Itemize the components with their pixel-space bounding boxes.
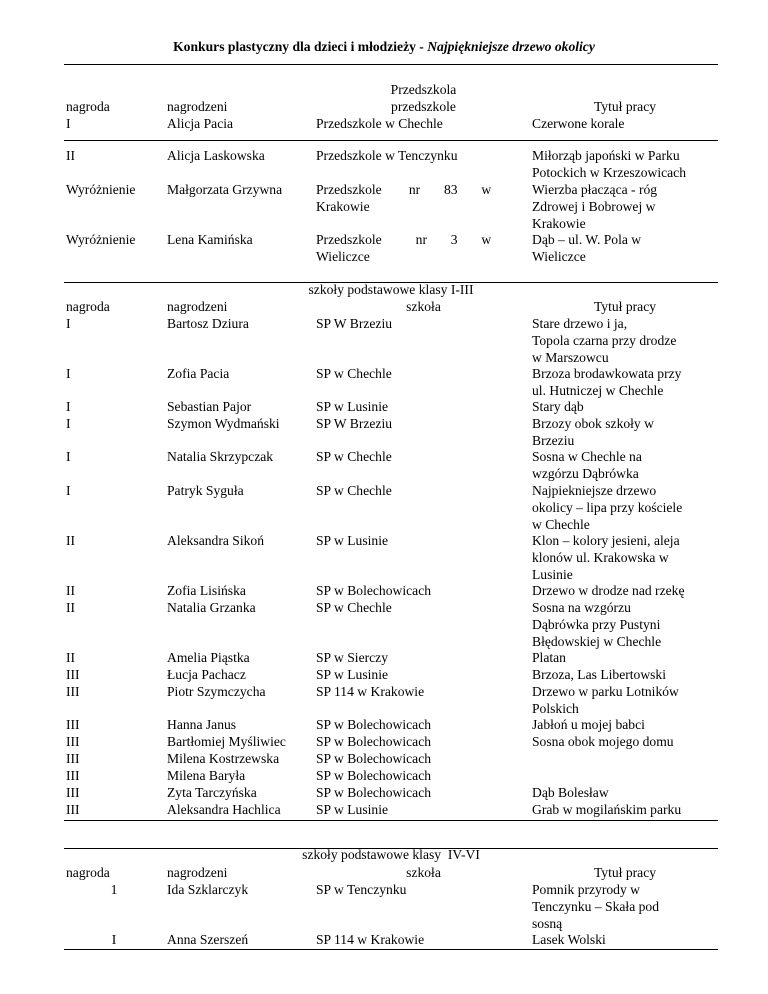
col-header-prize: nagroda: [66, 99, 110, 114]
section-title-grades-4-6: szkoły podstawowe klasy IV-VI: [302, 847, 480, 862]
page-title: Konkurs plastyczny dla dzieci i młodzieży - Najpiękniejsze drzewo okolicy: [173, 39, 595, 54]
col-header-winners: nagrodzeni: [167, 865, 228, 880]
col-header-winners: nagrodzeni: [167, 299, 228, 314]
table-rule: [64, 820, 718, 821]
table-rule: [64, 282, 718, 283]
table-rule: [64, 140, 718, 141]
col-header-school: szkoła: [406, 865, 441, 880]
col-header-institution: przedszkole: [391, 99, 456, 114]
col-header-title: Tytuł pracy: [593, 299, 657, 314]
col-header-title: Tytuł pracy: [593, 865, 657, 880]
table-rule: [64, 848, 718, 849]
col-header-prize: nagroda: [66, 299, 110, 314]
table-rule: [64, 64, 718, 65]
col-header-winners: nagrodzeni: [167, 99, 228, 114]
col-header-school: szkoła: [406, 299, 441, 314]
section-title-preschool: Przedszkola: [390, 82, 457, 97]
col-header-title: Tytuł pracy: [593, 99, 657, 114]
section-title-grades-1-3: szkoły podstawowe klasy I-III: [308, 282, 474, 297]
table-rule: [64, 949, 718, 950]
col-header-prize: nagroda: [66, 865, 110, 880]
